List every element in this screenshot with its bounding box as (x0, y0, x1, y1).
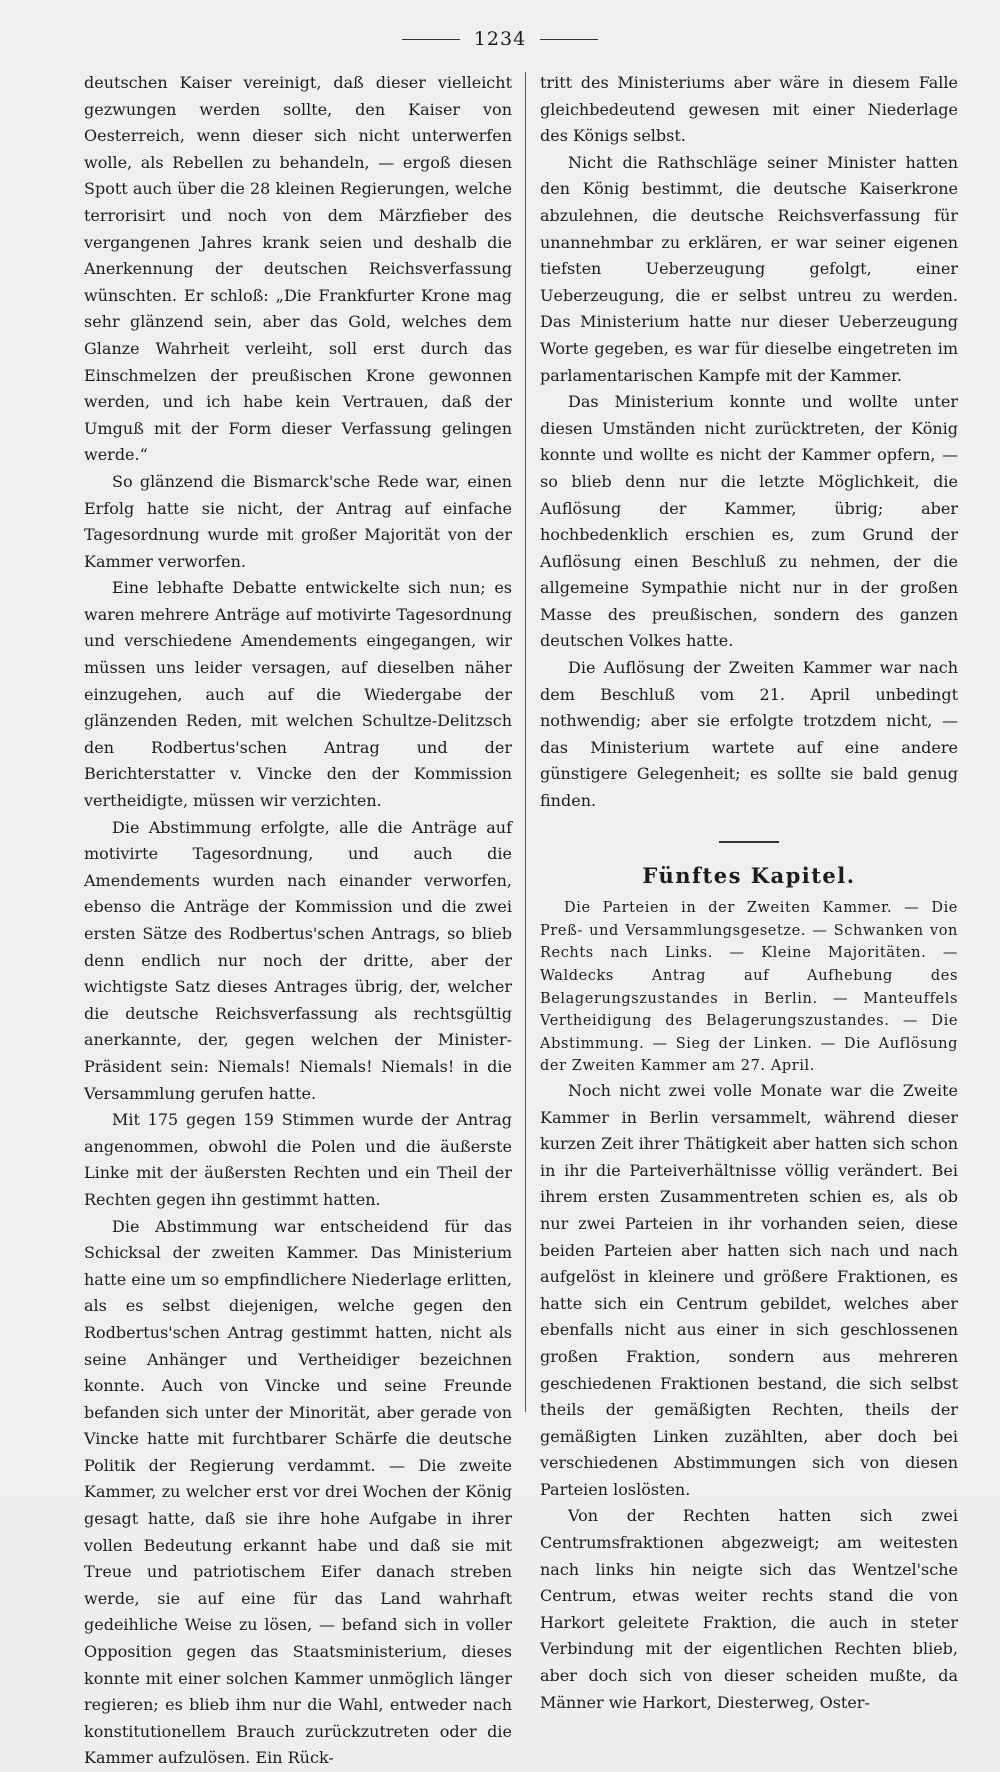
paragraph: Noch nicht zwei volle Monate war die Zweite Kammer in Berlin versammelt, während dieser kurzen Zeit ihrer Thätigkeit aber hatten sich schon in ihr die Parteiverhältnisse völlig verändert. Bei ihrem ersten Zusammentreten schien es, als ob nur zwei Parteien in ihr vorhanden seien, diese beiden Parteien aber hatten sich nach und nach aufgelöst in kleinere und größere Fraktionen, es hatte sich ein Centrum gebildet, welches aber ebenfalls nicht aus einer in sich geschlossenen großen Fraktion, sondern aus mehreren geschiedenen Fraktionen bestand, die sich selbst theils der gemäßigten Rechten, theils der gemäßigten Linken zuzählten, aber doch bei verschiedenen Abstimmungen sich von diesen Parteien loslösten. (540, 1080, 958, 1499)
paragraph: Das Ministerium konnte und wollte unter diesen Umständen nicht zurücktreten, der König konnte und wollte es nicht der Kammer opfern, — so blieb denn nur die letzte Möglichkeit, die Auflösung der Kammer, übrig; aber hochbedenklich erschien es, zum Grund der Auflösung einen Beschluß zu nehmen, der die allgemeine Sympathie nicht nur in der großen Masse des preußischen, sondern des ganzen deutschen Volkes hatte. (540, 392, 958, 651)
chapter-title: Fünftes Kapitel. (642, 862, 856, 888)
paragraph: Mit 175 gegen 159 Stimmen wurde der Antrag angenommen, obwohl die Polen und die äußerste Linke mit der äußersten Rechten und ein Theil der Rechten gegen ihn gestimmt hatten. (84, 1110, 512, 1209)
paragraph: Nicht die Rathschläge seiner Minister hatten den König bestimmt, die deutsche Kaiserkrone abzulehnen, die deutsche Reichsverfassung für unannehmbar zu erklären, er war seiner eigenen tiefsten Ueberzeugung gefolgt, einer Ueberzeugung, die er selbst untreu zu werden. Das Ministerium hatte nur dieser Ueberzeugung Worte gegeben, es war für dieselbe eingetreten im parlamentarischen Kampfe mit der Kammer. (540, 152, 958, 385)
right-column (540, 70, 958, 1716)
left-column (84, 70, 512, 1772)
paragraph: deutschen Kaiser vereinigt, daß dieser vielleicht gezwungen werden sollte, den Kaiser von Oesterreich, wenn dieser sich nicht unterwerfen wolle, als Rebellen zu behandeln, — ergoß diesen Spott auch über die 28 kleinen Regierungen, welche terrorisirt und noch von dem Märzfieber des vergangenen Jahres krank seien und deshalb die Anerkennung der deutschen Reichsverfassung wünschten. Er schloß: „Die Frankfurter Krone mag sehr glänzend sein, aber das Gold, welches dem Glanze Wahrheit verleiht, soll erst durch das Einschmelzen der preußischen Krone gewonnen werden, und ich habe kein Vertrauen, daß der Umguß mit der Form dieser Verfassung gelingen werde.“ (84, 73, 512, 465)
paragraph: tritt des Ministeriums aber wäre in diesem Falle gleichbedeutend gewesen mit einer Niederlage des Königs selbst. (540, 73, 958, 146)
section-separator (719, 841, 779, 843)
paragraph: Die Abstimmung erfolgte, alle die Anträge auf motivirte Tagesordnung, und auch die Amendements wurden nach einander verworfen, ebenso die Anträge der Kommission und die zwei ersten Sätze des Rodbertus'schen Antrags, so blieb denn endlich nur noch der dritte, aber der wichtigste Satz dieses Antrages übrig, der, welcher die deutsche Reichsverfassung als rechtsgültig anerkannte, der, gegen welchen der Minister-Präsident sein: Niemals! Niemals! Niemals! in die Versammlung gerufen hatte. (84, 817, 512, 1103)
column-divider (525, 72, 526, 1412)
paragraph: Eine lebhafte Debatte entwickelte sich nun; es waren mehrere Anträge auf motivirte Tagesordnung und verschiedene Amendements eingegangen, wir müssen uns leider versagen, auf dieselben näher einzugehen, auch auf die Wiedergabe der glänzenden Reden, mit welchen Schultze-Delitzsch den Rodbertus'schen Antrag und der Berichterstatter v. Vincke den der Kommission vertheidigte, müssen wir verzichten. (84, 578, 512, 811)
header-rule-left (402, 39, 460, 40)
paragraph: Die Auflösung der Zweiten Kammer war nach dem Beschluß vom 21. April unbedingt nothwendig; aber sie erfolgte trotzdem nicht, — das Ministerium wartete auf eine andere günstigere Gelegenheit; es sollte sie bald genug finden. (540, 658, 958, 811)
page-number: 1234 (473, 28, 527, 50)
paragraph: Die Abstimmung war entscheidend für das Schicksal der zweiten Kammer. Das Ministerium hatte eine um so empfindlichere Niederlage erlitten, als es selbst diejenigen, welche gegen den Rodbertus'schen Antrag gestimmt hatten, nicht als seine Anhänger und Vertheidiger bezeichnen konnte. Auch von Vincke und seine Freunde befanden sich unter der Minorität, aber gerade von Vincke hatte mit furchtbarer Schärfe die deutsche Politik der Regierung verdammt. — Die zweite Kammer, zu welcher erst vor drei Wochen der König gesagt hatte, daß sie ihre hohe Aufgabe in ihrer vollen Bedeutung erkannt habe und daß sie mit Treue und patriotischem Eifer danach streben werde, sie auf eine für das Land wahrhaft gedeihliche Weise zu lösen, — befand sich in voller Opposition gegen das Staatsministerium, dieses konnte mit einer solchen Kammer unmöglich länger regieren; es blieb ihm nur die Wahl, entweder nach konstitutionellem Brauch zurückzutreten oder die Kammer aufzulösen. Ein Rück- (84, 1216, 512, 1768)
paragraph: So glänzend die Bismarck'sche Rede war, einen Erfolg hatte sie nicht, der Antrag auf einfache Tagesordnung wurde mit großer Majorität von der Kammer verworfen. (84, 471, 512, 571)
chapter-summary: Die Parteien in der Zweiten Kammer. — Die Preß- und Versammlungsgesetze. — Schwanken von Rechts nach Links. — Kleine Majoritäten. — Waldecks Antrag auf Aufhebung des Belagerungszustandes in Berlin. — Manteuffels Vertheidigung des Belagerungszustandes. — Die Abstimmung. — Sieg der Linken. — Die Auflösung der Zweiten Kammer am 27. April. (540, 900, 958, 1075)
header-rule-right (540, 39, 598, 40)
paragraph: Von der Rechten hatten sich zwei Centrumsfraktionen abgezweigt; am weitesten nach links hin neigte sich das Wentzel'sche Centrum, etwas weiter rechts stand die von Harkort geleitete Fraktion, die auch in steter Verbindung mit der eigentlichen Rechten blieb, aber doch sich von dieser scheiden mußte, da Männer wie Harkort, Diesterweg, Oster- (540, 1506, 958, 1712)
page-header (0, 28, 1000, 50)
